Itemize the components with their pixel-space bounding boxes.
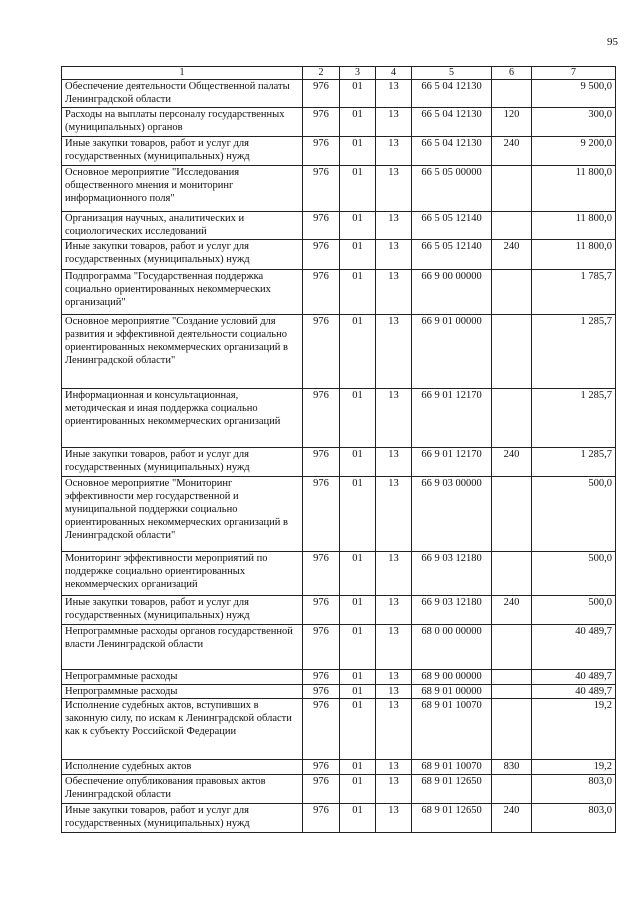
row-gr-cell: 976 <box>303 685 340 699</box>
row-csr-cell: 66 5 04 12130 <box>412 108 492 137</box>
row-csr-cell: 66 9 01 00000 <box>412 315 492 389</box>
row-pr-cell: 13 <box>376 625 412 670</box>
table-row <box>62 760 616 775</box>
row-rz-cell: 01 <box>340 775 376 804</box>
row-vr-cell: 830 <box>492 760 532 775</box>
row-rz-cell: 01 <box>340 552 376 596</box>
row-name-cell: Иные закупки товаров, работ и услуг для государственных (муниципальных) нужд <box>62 240 303 270</box>
row-gr-cell: 976 <box>303 448 340 477</box>
row-vr-cell <box>492 699 532 760</box>
row-csr-cell: 66 9 01 12170 <box>412 448 492 477</box>
row-name-cell: Иные закупки товаров, работ и услуг для государственных (муниципальных) нужд <box>62 804 303 833</box>
table-row <box>62 166 616 212</box>
row-gr-cell: 976 <box>303 389 340 448</box>
row-sum-cell: 803,0 <box>532 804 616 833</box>
row-vr-cell: 240 <box>492 137 532 166</box>
row-sum-cell: 1 285,7 <box>532 315 616 389</box>
row-gr-cell: 976 <box>303 212 340 240</box>
row-vr-cell: 240 <box>492 596 532 625</box>
budget-table <box>61 66 616 833</box>
row-csr-cell: 68 9 01 10070 <box>412 760 492 775</box>
table-row <box>62 775 616 804</box>
row-vr-cell <box>492 685 532 699</box>
row-csr-cell: 68 9 01 12650 <box>412 804 492 833</box>
row-pr-cell: 13 <box>376 760 412 775</box>
page-number: 95 <box>607 36 618 48</box>
row-sum-cell: 1 285,7 <box>532 448 616 477</box>
row-vr-cell: 240 <box>492 240 532 270</box>
row-csr-cell: 66 5 04 12130 <box>412 80 492 108</box>
row-csr-cell: 68 9 01 00000 <box>412 685 492 699</box>
row-name-cell: Непрограммные расходы <box>62 685 303 699</box>
row-gr-cell: 976 <box>303 775 340 804</box>
row-gr-cell: 976 <box>303 137 340 166</box>
row-rz-cell: 01 <box>340 804 376 833</box>
row-csr-cell: 66 5 05 12140 <box>412 212 492 240</box>
row-sum-cell: 19,2 <box>532 699 616 760</box>
row-name-cell: Расходы на выплаты персоналу государственных (муниципальных) органов <box>62 108 303 137</box>
header-cell: 5 <box>412 67 492 80</box>
table-row <box>62 804 616 833</box>
row-sum-cell: 500,0 <box>532 596 616 625</box>
header-cell: 1 <box>62 67 303 80</box>
row-pr-cell: 13 <box>376 804 412 833</box>
row-rz-cell: 01 <box>340 699 376 760</box>
row-pr-cell: 13 <box>376 315 412 389</box>
table-row <box>62 699 616 760</box>
row-name-cell: Иные закупки товаров, работ и услуг для государственных (муниципальных) нужд <box>62 596 303 625</box>
row-name-cell: Информационная и консультационная, методическая и иная поддержка социально ориентированных некоммерческих организаций <box>62 389 303 448</box>
table-row <box>62 552 616 596</box>
row-sum-cell: 1 785,7 <box>532 270 616 315</box>
row-name-cell: Исполнение судебных актов, вступивших в законную силу, по искам к Ленинградской области как к субъекту Российской Федерации <box>62 699 303 760</box>
row-csr-cell: 66 5 04 12130 <box>412 137 492 166</box>
header-cell: 2 <box>303 67 340 80</box>
row-rz-cell: 01 <box>340 477 376 552</box>
row-name-cell: Иные закупки товаров, работ и услуг для государственных (муниципальных) нужд <box>62 448 303 477</box>
row-pr-cell: 13 <box>376 552 412 596</box>
row-pr-cell: 13 <box>376 670 412 685</box>
row-rz-cell: 01 <box>340 108 376 137</box>
row-gr-cell: 976 <box>303 670 340 685</box>
row-csr-cell: 66 9 03 12180 <box>412 552 492 596</box>
row-gr-cell: 976 <box>303 270 340 315</box>
row-name-cell: Подпрограмма "Государственная поддержка социально ориентированных некоммерческих организаций" <box>62 270 303 315</box>
row-pr-cell: 13 <box>376 477 412 552</box>
row-pr-cell: 13 <box>376 212 412 240</box>
row-name-cell: Исполнение судебных актов <box>62 760 303 775</box>
row-pr-cell: 13 <box>376 596 412 625</box>
row-rz-cell: 01 <box>340 80 376 108</box>
row-rz-cell: 01 <box>340 240 376 270</box>
row-gr-cell: 976 <box>303 552 340 596</box>
table-row <box>62 625 616 670</box>
table-row <box>62 389 616 448</box>
row-pr-cell: 13 <box>376 270 412 315</box>
row-pr-cell: 13 <box>376 699 412 760</box>
row-rz-cell: 01 <box>340 315 376 389</box>
row-gr-cell: 976 <box>303 625 340 670</box>
row-sum-cell: 40 489,7 <box>532 625 616 670</box>
row-csr-cell: 68 9 01 10070 <box>412 699 492 760</box>
row-pr-cell: 13 <box>376 448 412 477</box>
row-name-cell: Организация научных, аналитических и социологических исследований <box>62 212 303 240</box>
row-vr-cell <box>492 212 532 240</box>
row-pr-cell: 13 <box>376 108 412 137</box>
row-csr-cell: 66 5 05 12140 <box>412 240 492 270</box>
row-sum-cell: 11 800,0 <box>532 240 616 270</box>
row-name-cell: Основное мероприятие "Исследования общественного мнения и мониторинг информационного поля" <box>62 166 303 212</box>
row-name-cell: Основное мероприятие "Мониторинг эффективности мер государственной и муниципальной поддержки социально ориентированных некоммерческих организаций в Ленинградской области" <box>62 477 303 552</box>
row-pr-cell: 13 <box>376 166 412 212</box>
row-sum-cell: 11 800,0 <box>532 166 616 212</box>
row-rz-cell: 01 <box>340 670 376 685</box>
row-gr-cell: 976 <box>303 108 340 137</box>
row-sum-cell: 19,2 <box>532 760 616 775</box>
row-vr-cell <box>492 552 532 596</box>
row-sum-cell: 9 200,0 <box>532 137 616 166</box>
row-vr-cell <box>492 670 532 685</box>
row-pr-cell: 13 <box>376 685 412 699</box>
row-sum-cell: 1 285,7 <box>532 389 616 448</box>
row-vr-cell <box>492 270 532 315</box>
row-rz-cell: 01 <box>340 166 376 212</box>
row-name-cell: Мониторинг эффективности мероприятий по поддержке социально ориентированных некоммерческих организаций <box>62 552 303 596</box>
row-vr-cell <box>492 625 532 670</box>
row-csr-cell: 68 9 00 00000 <box>412 670 492 685</box>
row-pr-cell: 13 <box>376 240 412 270</box>
table-row <box>62 670 616 685</box>
row-sum-cell: 803,0 <box>532 775 616 804</box>
table-row <box>62 477 616 552</box>
row-sum-cell: 40 489,7 <box>532 670 616 685</box>
row-rz-cell: 01 <box>340 212 376 240</box>
row-rz-cell: 01 <box>340 137 376 166</box>
row-name-cell: Основное мероприятие "Создание условий для развития и эффективной деятельности социально ориентированных некоммерческих организаций в Ленинградской области" <box>62 315 303 389</box>
table-row <box>62 596 616 625</box>
row-vr-cell <box>492 775 532 804</box>
row-csr-cell: 68 9 01 12650 <box>412 775 492 804</box>
table-row <box>62 315 616 389</box>
row-gr-cell: 976 <box>303 166 340 212</box>
row-gr-cell: 976 <box>303 315 340 389</box>
header-cell: 4 <box>376 67 412 80</box>
row-csr-cell: 66 9 03 12180 <box>412 596 492 625</box>
row-csr-cell: 66 5 05 00000 <box>412 166 492 212</box>
row-vr-cell <box>492 315 532 389</box>
row-vr-cell <box>492 166 532 212</box>
row-sum-cell: 9 500,0 <box>532 80 616 108</box>
row-name-cell: Иные закупки товаров, работ и услуг для государственных (муниципальных) нужд <box>62 137 303 166</box>
row-vr-cell <box>492 389 532 448</box>
row-gr-cell: 976 <box>303 240 340 270</box>
row-pr-cell: 13 <box>376 389 412 448</box>
row-pr-cell: 13 <box>376 80 412 108</box>
table-row <box>62 685 616 699</box>
row-csr-cell: 66 9 03 00000 <box>412 477 492 552</box>
row-pr-cell: 13 <box>376 775 412 804</box>
row-sum-cell: 11 800,0 <box>532 212 616 240</box>
row-csr-cell: 68 0 00 00000 <box>412 625 492 670</box>
row-rz-cell: 01 <box>340 596 376 625</box>
row-vr-cell <box>492 477 532 552</box>
row-pr-cell: 13 <box>376 137 412 166</box>
row-sum-cell: 500,0 <box>532 477 616 552</box>
row-csr-cell: 66 9 01 12170 <box>412 389 492 448</box>
row-gr-cell: 976 <box>303 804 340 833</box>
row-name-cell: Обеспечение опубликования правовых актов Ленинградской области <box>62 775 303 804</box>
row-vr-cell: 240 <box>492 804 532 833</box>
header-cell: 3 <box>340 67 376 80</box>
table-row <box>62 212 616 240</box>
row-gr-cell: 976 <box>303 80 340 108</box>
row-vr-cell: 120 <box>492 108 532 137</box>
row-gr-cell: 976 <box>303 596 340 625</box>
row-vr-cell: 240 <box>492 448 532 477</box>
row-vr-cell <box>492 80 532 108</box>
row-gr-cell: 976 <box>303 760 340 775</box>
row-gr-cell: 976 <box>303 477 340 552</box>
row-sum-cell: 40 489,7 <box>532 685 616 699</box>
table-row <box>62 240 616 270</box>
table-row <box>62 448 616 477</box>
table-row <box>62 270 616 315</box>
header-row <box>62 67 616 80</box>
row-rz-cell: 01 <box>340 625 376 670</box>
row-name-cell: Обеспечение деятельности Общественной палаты Ленинградской области <box>62 80 303 108</box>
row-rz-cell: 01 <box>340 270 376 315</box>
row-gr-cell: 976 <box>303 699 340 760</box>
row-name-cell: Непрограммные расходы <box>62 670 303 685</box>
row-name-cell: Непрограммные расходы органов государственной власти Ленинградской области <box>62 625 303 670</box>
table-row <box>62 137 616 166</box>
row-rz-cell: 01 <box>340 685 376 699</box>
row-rz-cell: 01 <box>340 448 376 477</box>
row-rz-cell: 01 <box>340 760 376 775</box>
row-csr-cell: 66 9 00 00000 <box>412 270 492 315</box>
table-row <box>62 80 616 108</box>
header-cell: 7 <box>532 67 616 80</box>
row-sum-cell: 300,0 <box>532 108 616 137</box>
row-rz-cell: 01 <box>340 389 376 448</box>
row-sum-cell: 500,0 <box>532 552 616 596</box>
table-row <box>62 108 616 137</box>
header-cell: 6 <box>492 67 532 80</box>
